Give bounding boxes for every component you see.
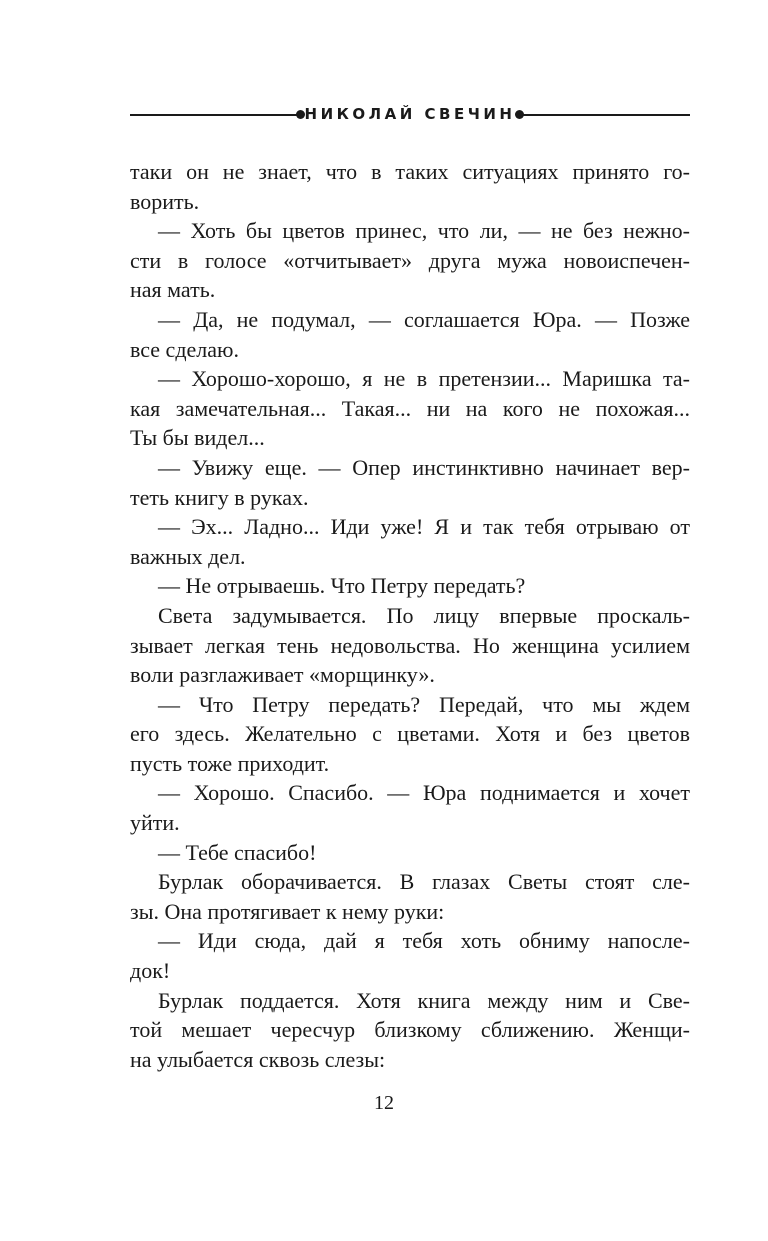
header-author-name: НИКОЛАЙ СВЕЧИН bbox=[304, 105, 516, 123]
text-line: Бурлак оборачивается. В глазах Светы стоят сле- bbox=[158, 869, 690, 895]
header-rule-right bbox=[522, 114, 690, 116]
text-line: — Тебе спасибо! bbox=[158, 839, 317, 865]
text-line: важных дел. bbox=[130, 543, 246, 569]
text-line: — Не отрываешь. Что Петру передать? bbox=[158, 573, 526, 599]
text-line: ворить. bbox=[130, 188, 200, 214]
text-line: пусть тоже приходит. bbox=[130, 750, 330, 776]
text-line: все сделаю. bbox=[130, 336, 239, 362]
text-line: — Хорошо. Спасибо. — Юра поднимается и хочет bbox=[158, 780, 690, 806]
text-line: — Иди сюда, дай я тебя хоть обниму напосле- bbox=[158, 928, 690, 954]
text-line: Бурлак поддается. Хотя книга между ним и Све- bbox=[158, 987, 690, 1013]
text-line: — Хорошо-хорошо, я не в претензии... Маришка та- bbox=[158, 366, 690, 392]
text-line: Ты бы видел... bbox=[130, 425, 265, 451]
text-line: кая замечательная... Такая... ни на кого не похожая... bbox=[130, 395, 690, 421]
text-line: его здесь. Желательно с цветами. Хотя и без цветов bbox=[130, 721, 690, 747]
text-line: той мешает чересчур близкому сближению. Женщи- bbox=[130, 1017, 690, 1043]
text-line: зы. Она протягивает к нему руки: bbox=[130, 898, 445, 924]
text-line: — Да, не подумал, — соглашается Юра. — Позже bbox=[158, 306, 690, 332]
running-header bbox=[130, 100, 690, 130]
text-line: уйти. bbox=[130, 810, 180, 836]
text-line: сти в голосе «отчитывает» друга мужа новоиспечен- bbox=[130, 247, 690, 273]
text-line: — Увижу еще. — Опер инстинктивно начинает вер- bbox=[158, 454, 690, 480]
text-line: — Что Петру передать? Передай, что мы ждем bbox=[158, 691, 690, 717]
text-line: — Эх... Ладно... Иди уже! Я и так тебя отрываю от bbox=[158, 514, 690, 540]
text-line: зывает легкая тень недовольства. Но женщина усилием bbox=[130, 632, 690, 658]
text-line: теть книгу в руках. bbox=[130, 484, 309, 510]
page-body-text bbox=[130, 157, 690, 1074]
text-line: — Хоть бы цветов принес, что ли, — не без нежно- bbox=[158, 218, 690, 244]
page-number: 12 bbox=[374, 1092, 394, 1114]
text-line: воли разглаживает «морщинку». bbox=[130, 662, 435, 688]
text-line: Света задумывается. По лицу впервые проскаль- bbox=[158, 602, 690, 628]
text-line: док! bbox=[130, 958, 171, 984]
text-line: на улыбается сквозь слезы: bbox=[130, 1046, 386, 1072]
text-line: таки он не знает, что в таких ситуациях принято го- bbox=[130, 159, 690, 184]
text-line: ная мать. bbox=[130, 277, 216, 303]
